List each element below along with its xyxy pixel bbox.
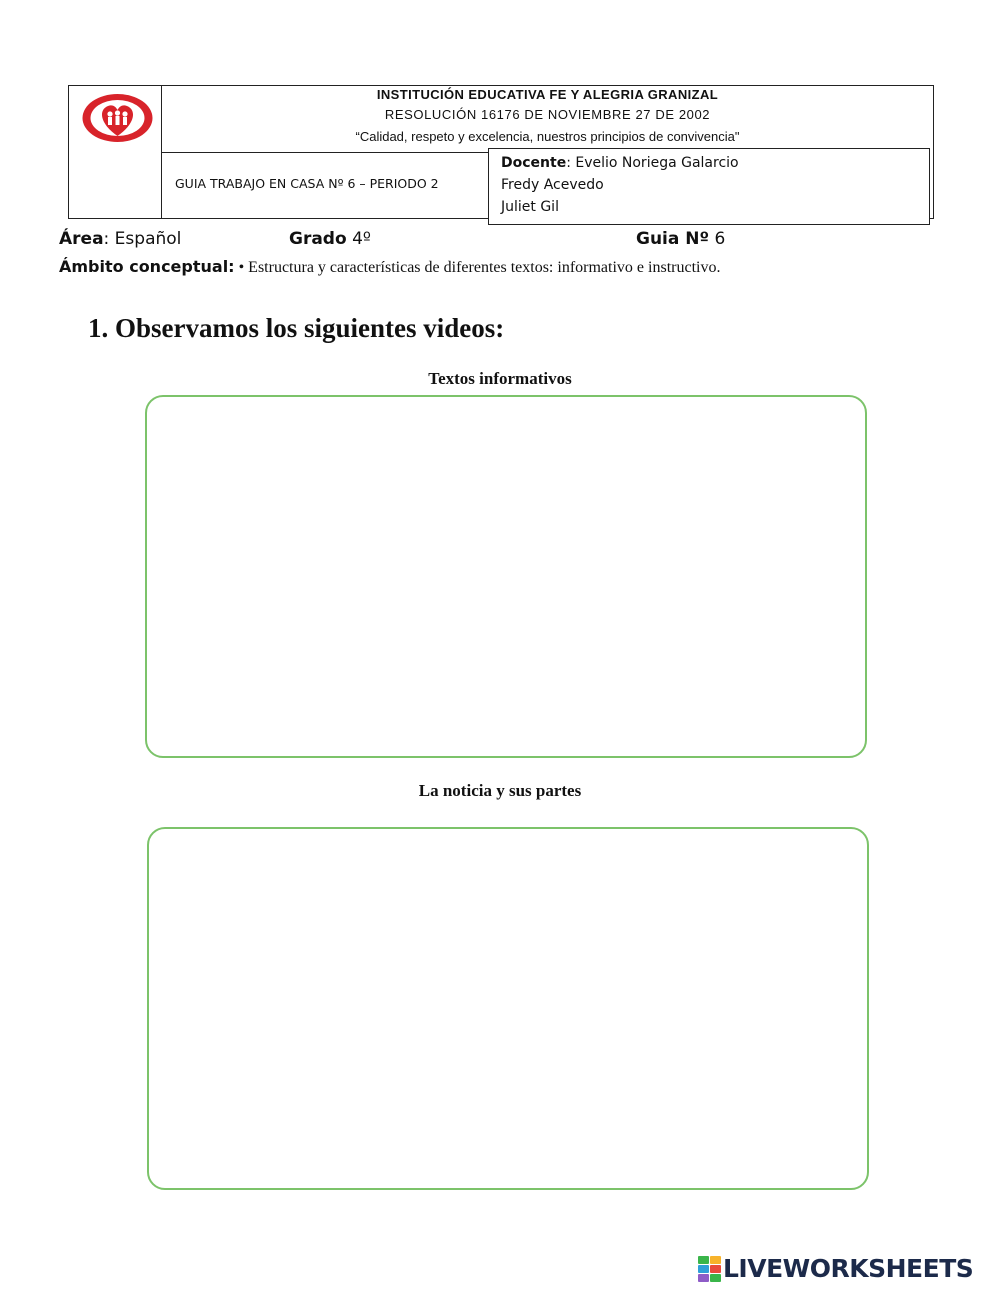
liveworksheets-icon [698,1256,720,1282]
motto-text: “Calidad, respeto y excelencia, nuestros principios de convivencia" [355,129,740,144]
grade-value: 4º [346,229,371,249]
institution-name: INSTITUCIÓN EDUCATIVA FE Y ALEGRIA GRANIZAL [376,87,719,102]
liveworksheets-logo[interactable] [698,1254,973,1283]
video-player-2[interactable] [147,827,869,1190]
teacher-label: Docente [501,155,567,171]
ambito-value: • Estructura y características de diferentes textos: informativo e instructivo. [234,259,721,276]
guide-cell [162,152,489,218]
logo-cell [69,86,162,218]
ambito-conceptual [59,257,720,277]
video1-title: Textos informativos [428,369,572,388]
teacher-name-2: Fredy Acevedo [501,177,604,193]
liveworksheets-text: LIVEWORKSHEETS [723,1254,974,1283]
teacher-line-1 [501,155,739,171]
area-label: Área [59,229,104,249]
video2-title: La noticia y sus partes [418,781,582,800]
school-logo-icon [80,92,155,144]
guide-number-label: Guia Nº [636,229,710,249]
guide-number-field [636,229,725,249]
teacher-name-1: : Evelio Noriega Galarcio [566,155,739,171]
guide-number-value: 6 [709,229,726,249]
guide-title: GUIA TRABAJO EN CASA Nº 6 – PERIODO 2 [175,176,439,191]
ambito-label: Ámbito conceptual: [59,257,235,276]
grade-label: Grado [289,229,347,249]
section-title: 1. Observamos los siguientes videos: [88,313,505,343]
area-value: : Español [103,229,182,249]
grade-field [289,229,371,249]
teacher-name-3: Juliet Gil [501,199,559,215]
area-field [59,229,181,249]
resolution-text: RESOLUCIÓN 16176 DE NOVIEMBRE 27 DE 2002 [384,107,711,122]
video-player-1[interactable] [145,395,867,758]
teacher-box [488,148,930,225]
